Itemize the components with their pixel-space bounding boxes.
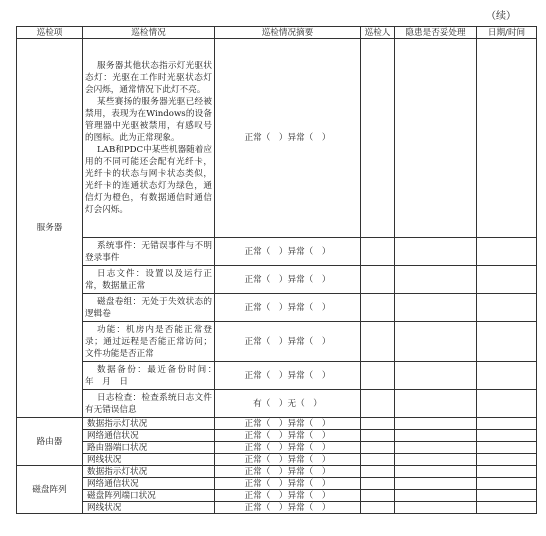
datetime-cell[interactable]: [477, 430, 537, 442]
status-cell: 正常（ ）异常（ ）: [215, 442, 361, 454]
desc-cell: 数据备份：最近备份时间： 年 月 日: [83, 362, 215, 390]
header-summary: 巡检情况摘要: [215, 27, 361, 39]
table-row: [17, 362, 537, 390]
table-row: [17, 502, 537, 514]
datetime-cell[interactable]: [477, 442, 537, 454]
desc-cell: 日志文件：设置以及运行正常，数据量正常: [83, 266, 215, 294]
header-situation: 巡检情况: [83, 27, 215, 39]
status-cell: 正常（ ）异常（ ）: [215, 238, 361, 266]
datetime-cell[interactable]: [477, 490, 537, 502]
desc-paragraph: 某些赛扬的服务器光驱已经被禁用，表现为在Windows的设备管理器中光驱被禁用，有感叹号的图标。此为正常现象。: [85, 97, 212, 143]
table-row: [17, 390, 537, 418]
table-row: [17, 430, 537, 442]
server-status-lights-desc: [83, 39, 215, 238]
datetime-cell[interactable]: [477, 266, 537, 294]
table-row: [17, 490, 537, 502]
header-datetime: 日期/时间: [477, 27, 537, 39]
table-row: [17, 478, 537, 490]
inspector-cell[interactable]: [361, 238, 395, 266]
hazard-cell[interactable]: [395, 490, 477, 502]
hazard-cell[interactable]: [395, 238, 477, 266]
desc-cell: 网线状况: [83, 502, 215, 514]
hazard-cell[interactable]: [395, 390, 477, 418]
table-row: [17, 39, 537, 238]
desc-cell: 磁盘卷组：无处于失效状态的逻辑卷: [83, 294, 215, 322]
inspector-cell[interactable]: [361, 266, 395, 294]
inspection-table: [16, 26, 537, 514]
desc-cell: 数据指示灯状况: [83, 418, 215, 430]
datetime-cell[interactable]: [477, 418, 537, 430]
inspector-cell[interactable]: [361, 430, 395, 442]
status-cell: 正常（ ）异常（ ）: [215, 362, 361, 390]
status-cell: 正常（ ）异常（ ）: [215, 478, 361, 490]
datetime-cell[interactable]: [477, 390, 537, 418]
status-cell: 正常（ ）异常（ ）: [215, 322, 361, 362]
desc-cell: 功能：机房内是否能正常登录；通过远程是否能正常访问；文件功能是否正常: [83, 322, 215, 362]
datetime-cell[interactable]: [477, 466, 537, 478]
datetime-cell[interactable]: [477, 502, 537, 514]
table-row: [17, 454, 537, 466]
desc-paragraph: LAB和PDC中某些机器随着应用的不同可能还会配有光纤卡，光纤卡的状态与网卡状态类似，光纤卡的连通状态灯为绿色，通信灯为橙色，有数据通信时通信灯会闪烁。: [85, 145, 212, 215]
desc-paragraph: 服务器其他状态指示灯光驱状态灯：光驱在工作时光驱状态灯会闪烁，通常情况下此灯不亮。: [85, 61, 212, 95]
inspector-cell[interactable]: [361, 442, 395, 454]
table-row: [17, 266, 537, 294]
inspector-cell[interactable]: [361, 454, 395, 466]
continued-label: （续）: [486, 11, 516, 22]
table-row: [17, 294, 537, 322]
desc-cell: 系统事件：无错误事件与不明登录事件: [83, 238, 215, 266]
category-router: 路由器: [17, 418, 83, 466]
desc-cell: 磁盘阵列端口状况: [83, 490, 215, 502]
inspector-cell[interactable]: [361, 294, 395, 322]
table-row: [17, 418, 537, 430]
datetime-cell[interactable]: [477, 322, 537, 362]
inspector-cell[interactable]: [361, 39, 395, 238]
inspector-cell[interactable]: [361, 418, 395, 430]
header-hazard: 隐患是否妥处理: [395, 27, 477, 39]
hazard-cell[interactable]: [395, 322, 477, 362]
inspector-cell[interactable]: [361, 466, 395, 478]
hazard-cell[interactable]: [395, 294, 477, 322]
header-inspector: 巡检人: [361, 27, 395, 39]
status-cell: 正常（ ）异常（ ）: [215, 466, 361, 478]
hazard-cell[interactable]: [395, 478, 477, 490]
datetime-cell[interactable]: [477, 39, 537, 238]
inspector-cell[interactable]: [361, 362, 395, 390]
hazard-cell[interactable]: [395, 39, 477, 238]
desc-cell: 日志检查：检查系统日志文件有无错误信息: [83, 390, 215, 418]
status-cell: 正常（ ）异常（ ）: [215, 294, 361, 322]
hazard-cell[interactable]: [395, 266, 477, 294]
table-row: [17, 442, 537, 454]
datetime-cell[interactable]: [477, 454, 537, 466]
inspector-cell[interactable]: [361, 322, 395, 362]
hazard-cell[interactable]: [395, 418, 477, 430]
table-row: [17, 322, 537, 362]
status-cell: 正常（ ）异常（ ）: [215, 418, 361, 430]
datetime-cell[interactable]: [477, 238, 537, 266]
hazard-cell[interactable]: [395, 430, 477, 442]
status-cell: 正常（ ）异常（ ）: [215, 430, 361, 442]
status-cell: 正常（ ）异常（ ）: [215, 39, 361, 238]
status-cell: 正常（ ）异常（ ）: [215, 502, 361, 514]
desc-cell: 网络通信状况: [83, 430, 215, 442]
header-item: 巡检项: [17, 27, 83, 39]
status-cell: 正常（ ）异常（ ）: [215, 454, 361, 466]
inspector-cell[interactable]: [361, 390, 395, 418]
status-cell: 正常（ ）异常（ ）: [215, 266, 361, 294]
hazard-cell[interactable]: [395, 362, 477, 390]
category-disk-array: 磁盘阵列: [17, 466, 83, 514]
desc-cell: 数据指示灯状况: [83, 466, 215, 478]
table-header-row: [17, 27, 537, 39]
desc-cell: 网线状况: [83, 454, 215, 466]
table-row: [17, 238, 537, 266]
datetime-cell[interactable]: [477, 294, 537, 322]
inspector-cell[interactable]: [361, 490, 395, 502]
status-cell: 有（ ）无（ ）: [215, 390, 361, 418]
status-cell: 正常（ ）异常（ ）: [215, 490, 361, 502]
datetime-cell[interactable]: [477, 478, 537, 490]
category-server: 服务器: [17, 39, 83, 418]
hazard-cell[interactable]: [395, 502, 477, 514]
datetime-cell[interactable]: [477, 362, 537, 390]
inspector-cell[interactable]: [361, 502, 395, 514]
hazard-cell[interactable]: [395, 454, 477, 466]
hazard-cell[interactable]: [395, 466, 477, 478]
inspector-cell[interactable]: [361, 478, 395, 490]
hazard-cell[interactable]: [395, 442, 477, 454]
desc-cell: 路由器端口状况: [83, 442, 215, 454]
desc-cell: 网络通信状况: [83, 478, 215, 490]
table-row: [17, 466, 537, 478]
